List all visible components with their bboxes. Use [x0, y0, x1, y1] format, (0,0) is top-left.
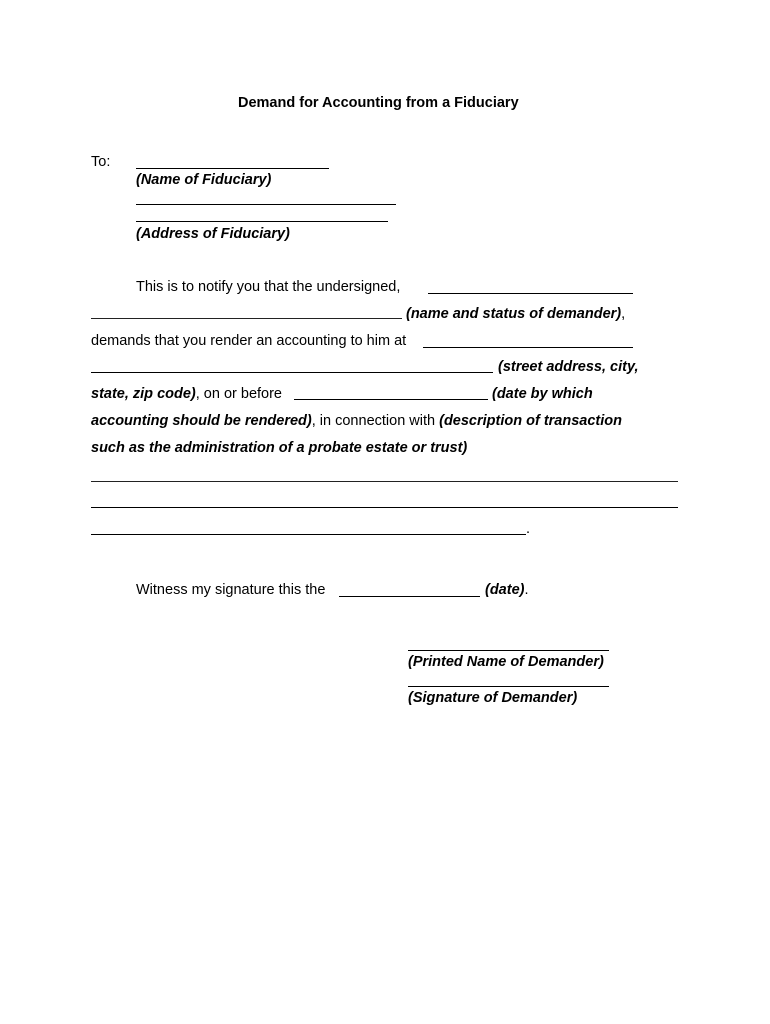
description-period: . [526, 521, 531, 537]
witness-date-blank [339, 596, 480, 597]
connection-text: accounting should be rendered), in connection with (description of transaction [91, 413, 622, 429]
signature-line [408, 686, 609, 687]
undersigned-blank [428, 293, 633, 294]
render-accounting-text: demands that you render an accounting to him at [91, 333, 407, 349]
witness-date-caption: (date). [485, 582, 529, 598]
date-by-which-caption: (date by which [492, 386, 593, 402]
street-address-caption: (street address, city, [498, 359, 639, 375]
signature-caption: (Signature of Demander) [408, 690, 578, 706]
demander-blank [91, 318, 402, 319]
description-blank-3 [91, 534, 526, 535]
printed-name-caption: (Printed Name of Demander) [408, 654, 604, 670]
date-blank [294, 399, 488, 400]
address-blank-1 [423, 347, 633, 348]
on-or-before-text: state, zip code), on or before [91, 386, 282, 402]
fiduciary-address-line-2 [136, 221, 388, 222]
fiduciary-name-caption: (Name of Fiduciary) [136, 172, 272, 188]
fiduciary-name-line [136, 168, 329, 169]
notify-text: This is to notify you that the undersigned, [136, 279, 401, 295]
fiduciary-address-caption: (Address of Fiduciary) [136, 226, 290, 242]
description-blank-1 [91, 481, 678, 482]
address-blank-2 [91, 372, 493, 373]
printed-name-line [408, 650, 609, 651]
to-label: To: [91, 154, 111, 170]
witness-text: Witness my signature this the [136, 582, 326, 598]
administration-caption: such as the administration of a probate estate or trust) [91, 440, 468, 456]
description-blank-2 [91, 507, 678, 508]
demander-status-text: (name and status of demander), [406, 306, 626, 322]
fiduciary-address-line-1 [136, 204, 396, 205]
document-title: Demand for Accounting from a Fiduciary [238, 95, 519, 111]
